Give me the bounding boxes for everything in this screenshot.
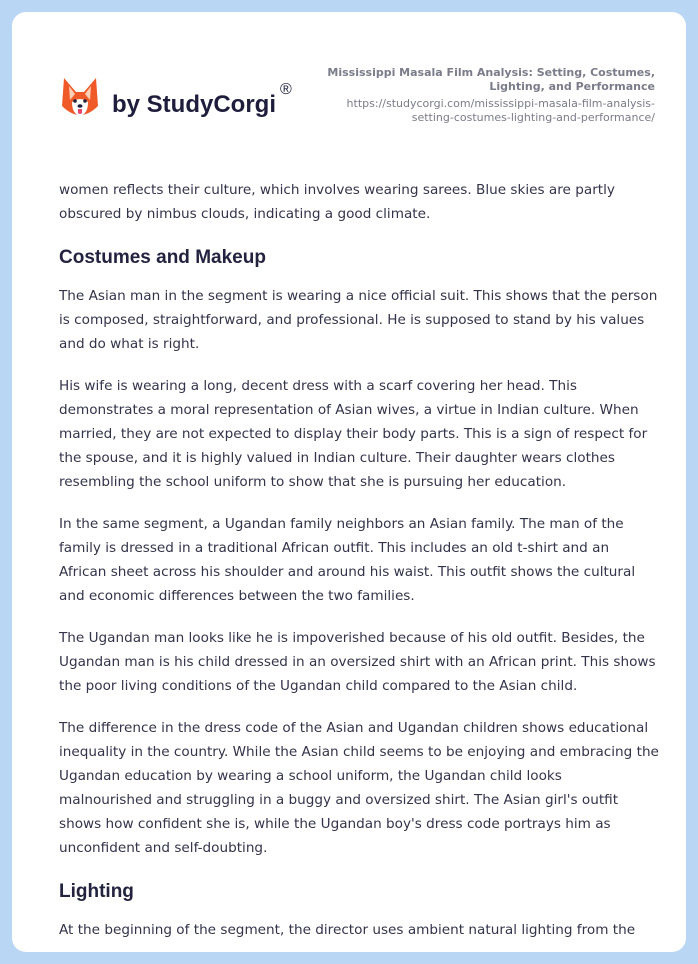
paragraph: The difference in the dress code of the Asian and Ugandan children shows educational inequality in the country. While the Asian child seems to be enjoying and embracing the Ugandan education by wearing a school uniform, the Ugandan child looks malnourished and struggling in a buggy and oversized shirt. The Asian girl's outfit shows how confident she is, while the Ugandan boy's dress code portrays him as unconfident and self-doubting.	[59, 720, 659, 856]
article-body	[59, 178, 659, 952]
paragraph: women reflects their culture, which involves wearing sarees. Blue skies are partly obscured by nimbus clouds, indicating a good climate.	[59, 182, 615, 222]
document-meta	[315, 66, 655, 125]
corgi-icon	[60, 76, 100, 120]
document-url[interactable]: https://studycorgi.com/mississippi-masala-film-analysis-setting-costumes-lighting-and-performance/	[346, 97, 655, 124]
section-heading: Costumes and Makeup	[59, 247, 266, 268]
document-title: Mississippi Masala Film Analysis: Setting, Costumes, Lighting, and Performance	[327, 66, 655, 93]
paragraph: In the same segment, a Ugandan family neighbors an Asian family. The man of the family is dressed in a traditional African outfit. This includes an old t-shirt and an African sheet across his shoulder and around his waist. This outfit shows the cultural and economic differences between the two families.	[59, 516, 636, 604]
paragraph: The Ugandan man looks like he is impoverished because of his old outfit. Besides, the Ugandan man is his child dressed in an oversized shirt with an African print. This shows the poor living conditions of the Ugandan child compared to the Asian child.	[59, 630, 656, 694]
brand-name: by StudyCorgi®	[112, 81, 292, 118]
paragraph: His wife is wearing a long, decent dress with a scarf covering her head. This demonstrates a moral representation of Asian wives, a virtue in Indian culture. When married, they are not expected to display their body parts. This is a sign of respect for the spouse, and it is highly valued in Indian culture. Their daughter wears clothes resembling the school uniform to show that she is pursuing her education.	[59, 378, 648, 490]
section-heading: Lighting	[59, 881, 134, 902]
studycorgi-logo[interactable]	[60, 76, 292, 120]
paragraph: The Asian man in the segment is wearing a nice official suit. This shows that the person is composed, straightforward, and professional. He is supposed to stand by his values and do what is right.	[59, 288, 658, 352]
page-card	[12, 12, 686, 952]
paragraph: At the beginning of the segment, the director uses ambient natural lighting from the	[59, 922, 636, 938]
